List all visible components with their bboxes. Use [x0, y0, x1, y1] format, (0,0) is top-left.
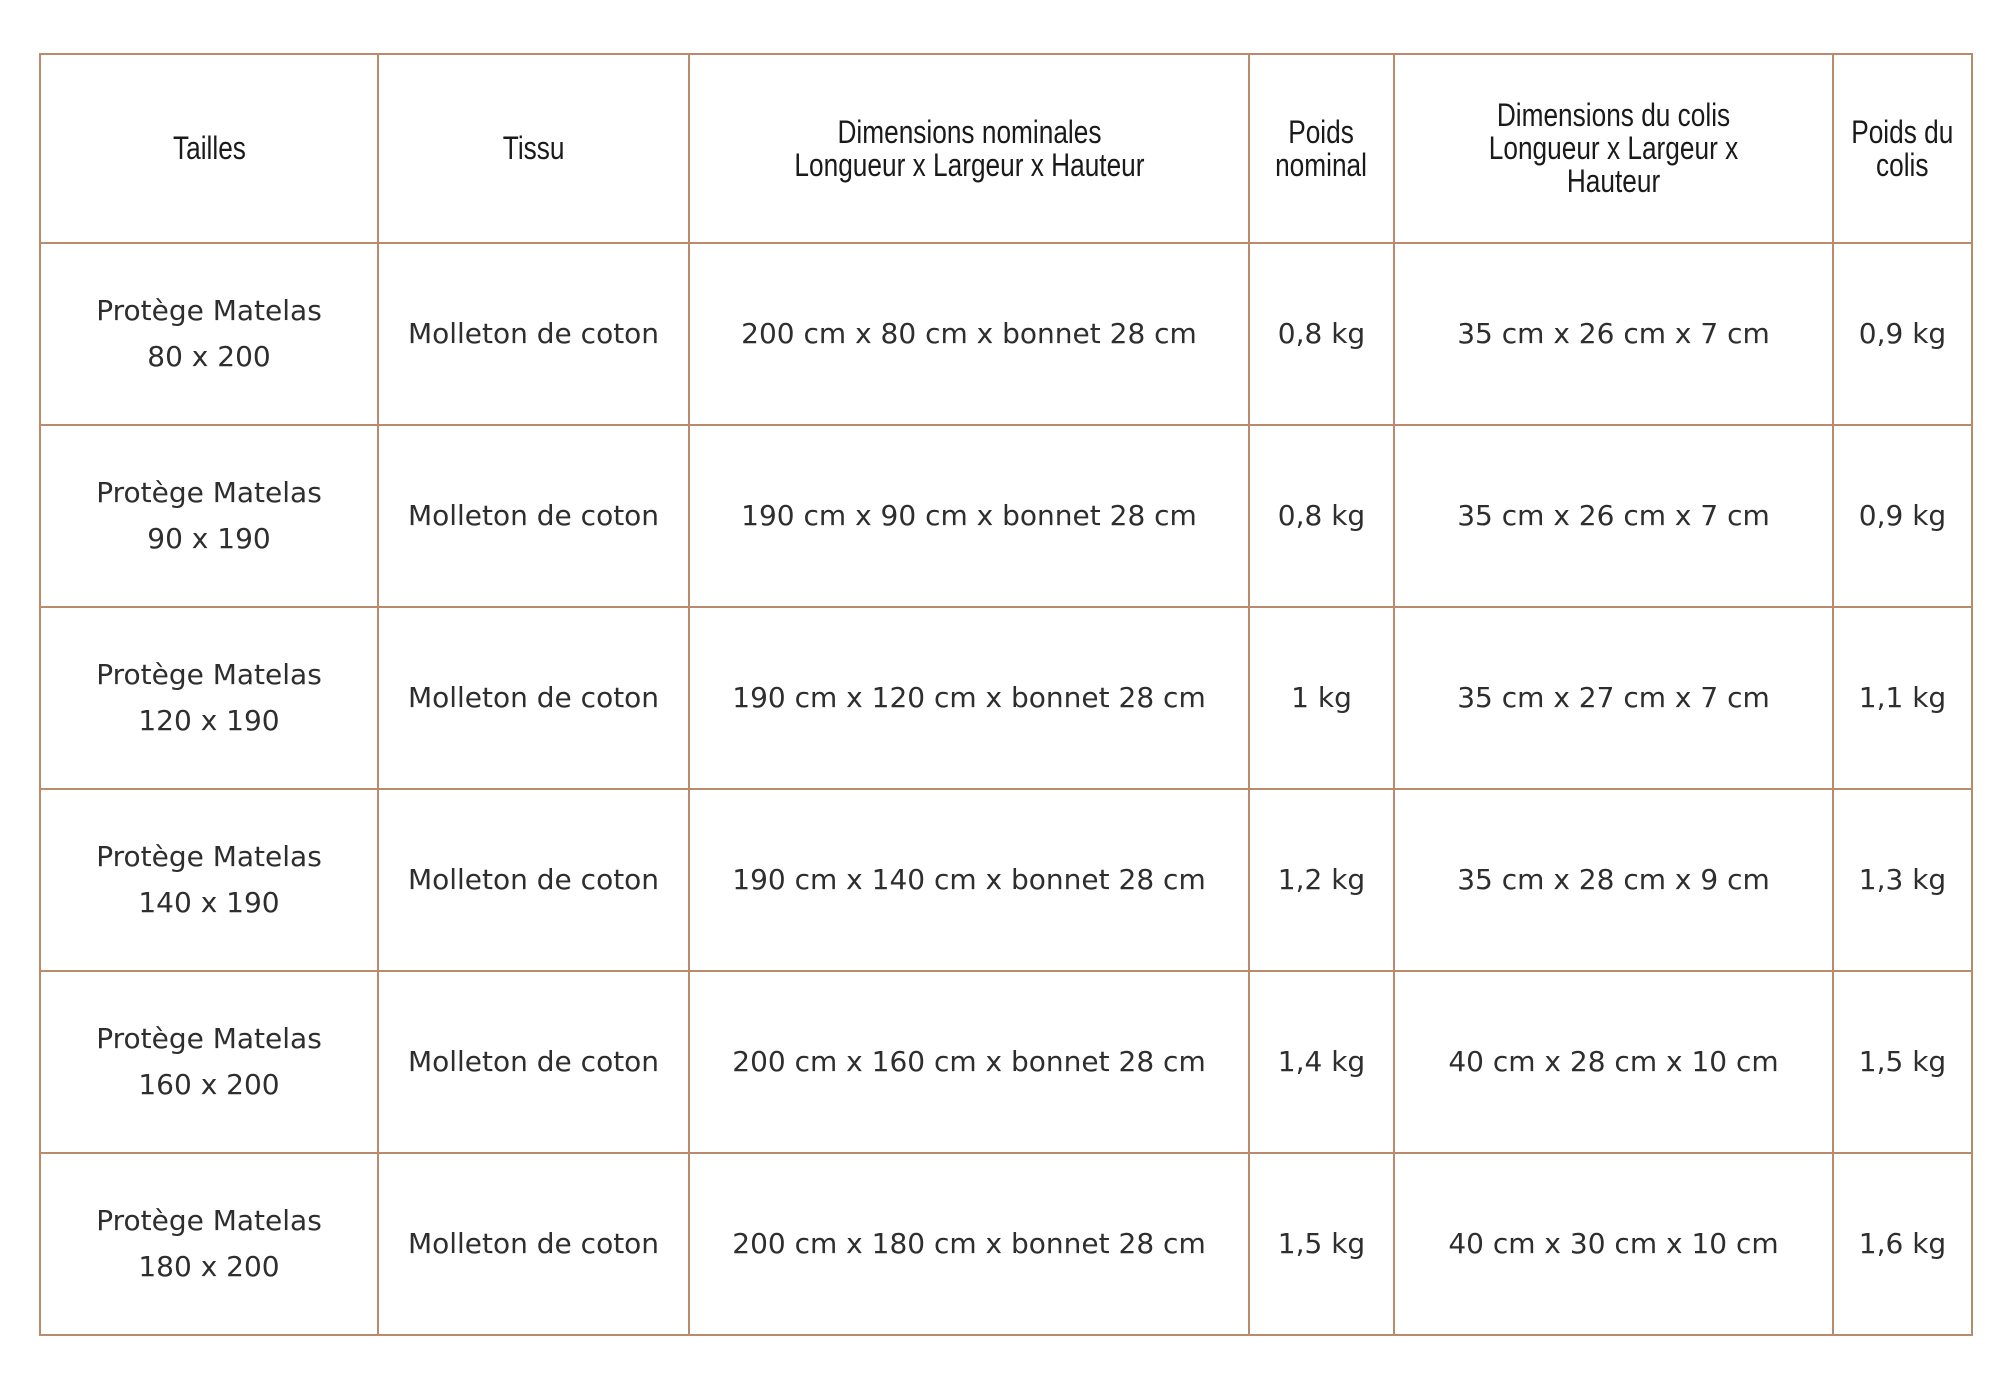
cell-nominal-dimensions: 190 cm x 90 cm x bonnet 28 cm: [689, 425, 1249, 607]
header-cell-nominal-dimensions: [689, 54, 1249, 243]
cell-nominal-dimensions: 200 cm x 80 cm x bonnet 28 cm: [689, 243, 1249, 425]
cell-package-weight: 0,9 kg: [1833, 425, 1972, 607]
header-label: Poids nominal: [1275, 113, 1368, 183]
table-row: [40, 1153, 1972, 1335]
cell-package-dimensions: 40 cm x 30 cm x 10 cm: [1394, 1153, 1833, 1335]
cell-nominal-dimensions: 200 cm x 180 cm x bonnet 28 cm: [689, 1153, 1249, 1335]
table-header-row: [40, 54, 1972, 243]
cell-size: Protège Matelas 180 x 200: [40, 1153, 378, 1335]
header-cell-fabric: [378, 54, 689, 243]
cell-package-dimensions: 40 cm x 28 cm x 10 cm: [1394, 971, 1833, 1153]
cell-fabric: Molleton de coton: [378, 971, 689, 1153]
cell-nominal-weight: 0,8 kg: [1249, 425, 1394, 607]
cell-package-dimensions: 35 cm x 28 cm x 9 cm: [1394, 789, 1833, 971]
cell-nominal-dimensions: 190 cm x 120 cm x bonnet 28 cm: [689, 607, 1249, 789]
cell-fabric: Molleton de coton: [378, 789, 689, 971]
cell-nominal-weight: 1,5 kg: [1249, 1153, 1394, 1335]
cell-size: Protège Matelas 160 x 200: [40, 971, 378, 1153]
cell-package-dimensions: 35 cm x 26 cm x 7 cm: [1394, 243, 1833, 425]
cell-fabric: Molleton de coton: [378, 1153, 689, 1335]
cell-size: Protège Matelas 120 x 190: [40, 607, 378, 789]
cell-fabric: Molleton de coton: [378, 243, 689, 425]
cell-size: Protège Matelas 90 x 190: [40, 425, 378, 607]
header-cell-package-weight: [1833, 54, 1972, 243]
cell-nominal-dimensions: 200 cm x 160 cm x bonnet 28 cm: [689, 971, 1249, 1153]
table-row: [40, 243, 1972, 425]
cell-package-weight: 1,6 kg: [1833, 1153, 1972, 1335]
cell-size: Protège Matelas 80 x 200: [40, 243, 378, 425]
table-row: [40, 607, 1972, 789]
cell-package-weight: 1,3 kg: [1833, 789, 1972, 971]
table-row: [40, 789, 1972, 971]
header-cell-sizes: [40, 54, 378, 243]
cell-nominal-dimensions: 190 cm x 140 cm x bonnet 28 cm: [689, 789, 1249, 971]
cell-package-dimensions: 35 cm x 27 cm x 7 cm: [1394, 607, 1833, 789]
cell-nominal-weight: 1,2 kg: [1249, 789, 1394, 971]
header-label: Dimensions nominales Longueur x Largeur x Hauteur: [793, 113, 1145, 183]
header-cell-package-dimensions: [1394, 54, 1833, 243]
cell-package-weight: 1,1 kg: [1833, 607, 1972, 789]
header-label: Dimensions du colis Longueur x Largeur x Hauteur: [1488, 97, 1739, 199]
table-row: [40, 971, 1972, 1153]
header-label: Tailles: [172, 130, 246, 166]
cell-nominal-weight: 1 kg: [1249, 607, 1394, 789]
cell-package-weight: 0,9 kg: [1833, 243, 1972, 425]
product-specs-table: [39, 53, 1973, 1336]
cell-package-dimensions: 35 cm x 26 cm x 7 cm: [1394, 425, 1833, 607]
cell-nominal-weight: 1,4 kg: [1249, 971, 1394, 1153]
header-label: Poids du colis: [1851, 113, 1954, 183]
cell-size: Protège Matelas 140 x 190: [40, 789, 378, 971]
cell-fabric: Molleton de coton: [378, 607, 689, 789]
cell-package-weight: 1,5 kg: [1833, 971, 1972, 1153]
header-cell-nominal-weight: [1249, 54, 1394, 243]
cell-fabric: Molleton de coton: [378, 425, 689, 607]
cell-nominal-weight: 0,8 kg: [1249, 243, 1394, 425]
table-row: [40, 425, 1972, 607]
header-label: Tissu: [502, 130, 565, 166]
